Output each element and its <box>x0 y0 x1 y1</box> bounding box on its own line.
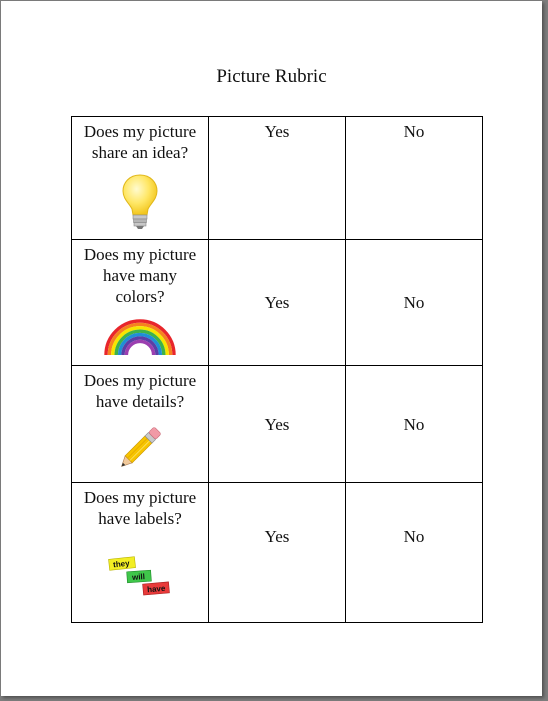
label-word: they <box>112 558 130 570</box>
no-label: No <box>403 527 425 546</box>
no-label: No <box>403 122 425 141</box>
yes-label: Yes <box>264 414 290 434</box>
label-word: have <box>146 583 166 595</box>
no-cell <box>346 117 483 240</box>
document-page <box>1 1 542 696</box>
question-line: have details? <box>95 392 185 411</box>
yes-cell <box>209 483 346 623</box>
yes-label: Yes <box>264 122 290 141</box>
question-cell <box>72 240 209 366</box>
yes-label: Yes <box>264 527 290 546</box>
table-row <box>72 366 483 483</box>
question-line: have many <box>102 266 178 285</box>
labels-icon <box>107 555 173 597</box>
question-line: colors? <box>115 287 165 306</box>
question-line: Does my picture <box>83 122 197 141</box>
question-cell <box>72 366 209 483</box>
no-label: No <box>403 293 425 312</box>
page-title: Picture Rubric <box>216 66 327 87</box>
no-cell <box>346 240 483 366</box>
no-label: No <box>403 414 425 434</box>
rubric-table <box>71 116 483 623</box>
yes-label: Yes <box>264 293 290 312</box>
lightbulb-icon <box>120 173 160 231</box>
question-cell <box>72 117 209 240</box>
yes-cell <box>209 366 346 483</box>
table-row <box>72 240 483 366</box>
yes-cell <box>209 240 346 366</box>
question-line: Does my picture <box>83 371 197 390</box>
table-row <box>72 117 483 240</box>
question-line: have labels? <box>98 509 182 528</box>
no-cell <box>346 366 483 483</box>
pencil-icon <box>112 422 168 474</box>
table-row <box>72 483 483 623</box>
label-word: will <box>131 572 146 582</box>
question-line: Does my picture <box>83 245 197 264</box>
no-cell <box>346 483 483 623</box>
question-line: share an idea? <box>91 143 189 162</box>
yes-cell <box>209 117 346 240</box>
question-cell <box>72 483 209 623</box>
rainbow-icon <box>102 315 178 357</box>
question-line: Does my picture <box>83 488 197 507</box>
